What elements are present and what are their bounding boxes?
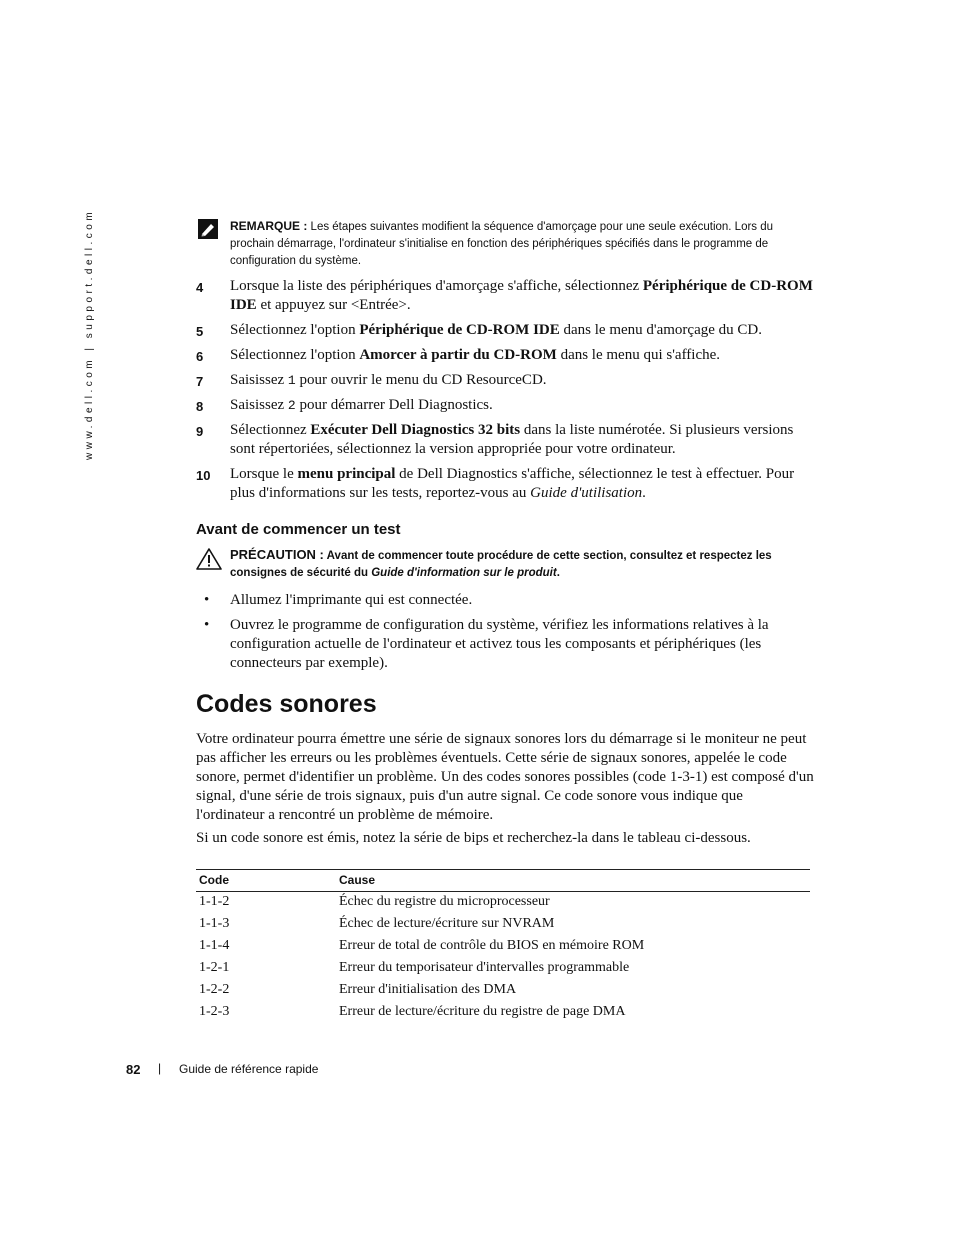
step-number: 10 [196,468,211,483]
table-row: 1-2-3 Erreur de lecture/écriture du registre de page DMA [199,1004,626,1019]
page-heading: Codes sonores [196,690,377,718]
footer-separator: | [158,1061,162,1075]
step-7: 7 Saisissez 1 pour ouvrir le menu du CD ResourceCD. [196,372,547,389]
page-footer [126,1061,319,1077]
page-number: 82 [126,1062,141,1077]
table-row: 1-2-1 Erreur du temporisateur d'intervalles programmable [199,960,630,975]
note-block [198,218,812,270]
codes-paragraph-1: Votre ordinateur pourra émettre une série de signaux sonores lors du démarrage si le moniteur ne peut pas afficher les erreurs ou les problèmes éventuels. Cette série de signaux sonores, appelée le code sonore, permet d'identifier un problème. Un des codes sonores possibles (code 1-3-1) est composé d'un signal, d'une série de trois signaux, puis d'un autre signal. Ce code sonore vous indique que l'ordinateur a rencontré un problème de mémoire. [196,731,814,823]
step-number: 4 [196,280,204,295]
step-number: 8 [196,399,204,414]
step-6: 6 Sélectionnez l'option Amorcer à partir du CD-ROM dans le menu qui s'affiche. [196,347,721,364]
warning-triangle-icon [196,548,222,570]
footer-title: Guide de référence rapide [179,1062,319,1076]
note-pencil-icon [198,219,218,239]
bullet-list [196,591,814,679]
list-item: • Ouvrez le programme de configuration du système, vérifiez les informations relatives à la configuration actuelle de l'ordinateur et activez tous les composants et périphériques (les connecteurs par exemple). [204,617,769,671]
step-10: 10 Lorsque le menu principal de Dell Diagnostics s'affiche, sélectionnez le test à effectuer. Pour plus d'informations sur les tests, reportez-vous au Guide d'utilisation. [196,466,795,501]
beep-code-table [196,869,810,1024]
column-header-cause: Cause [339,873,376,887]
step-number: 5 [196,324,204,339]
section-heading: Avant de commencer un test [196,521,401,538]
note-text: Les étapes suivantes modifient la séquence d'amorçage pour une seule exécution. Lors du prochain démarrage, l'ordinateur s'initialise en fonction des périphériques spécifiés dans le programme de configuration du système. [230,221,774,267]
step-list [196,277,814,509]
step-number: 6 [196,349,204,364]
sidebar-url: www.dell.com | support.dell.com [84,208,95,460]
step-4: 4 Lorsque la liste des périphériques d'amorçage s'affiche, sélectionnez Périphérique de CD-ROM IDE et appuyez sur <Entrée>. [196,278,813,313]
caution-label: PRÉCAUTION : [230,547,324,562]
step-number: 9 [196,424,204,439]
caution-block: PRÉCAUTION : Avant de commencer toute procédure de cette section, consultez et respectez les consignes de sécurité du Guide d'information sur le produit. [196,546,814,582]
step-5: 5 Sélectionnez l'option Périphérique de CD-ROM IDE dans le menu d'amorçage du CD. [196,322,762,339]
caution-italic: Guide d'information sur le produit [371,567,557,579]
step-8: 8 Saisissez 2 pour démarrer Dell Diagnostics. [196,397,493,414]
list-item: • Allumez l'imprimante qui est connectée. [204,592,473,608]
table-row: 1-1-4 Erreur de total de contrôle du BIOS en mémoire ROM [199,938,645,953]
table-header [196,869,810,892]
table-row: 1-1-3 Échec de lecture/écriture sur NVRAM [199,916,555,931]
step-9: 9 Sélectionnez Exécuter Dell Diagnostics 32 bits dans la liste numérotée. Si plusieurs versions sont répertoriées, sélectionnez la version appropriée pour votre ordinateur. [196,422,794,457]
column-header-code: Code [199,873,229,887]
step-number: 7 [196,374,204,389]
note-label: REMARQUE : [230,219,308,233]
caution-text: Avant de commencer toute procédure de cette section, consultez et respectez les consignes de sécurité du [230,550,772,579]
table-row: 1-1-2 Échec du registre du microprocesseur [199,894,550,909]
table-row: 1-2-2 Erreur d'initialisation des DMA [199,982,517,997]
codes-paragraph-2: Si un code sonore est émis, notez la série de bips et recherchez-la dans le tableau ci-dessous. [196,830,751,846]
